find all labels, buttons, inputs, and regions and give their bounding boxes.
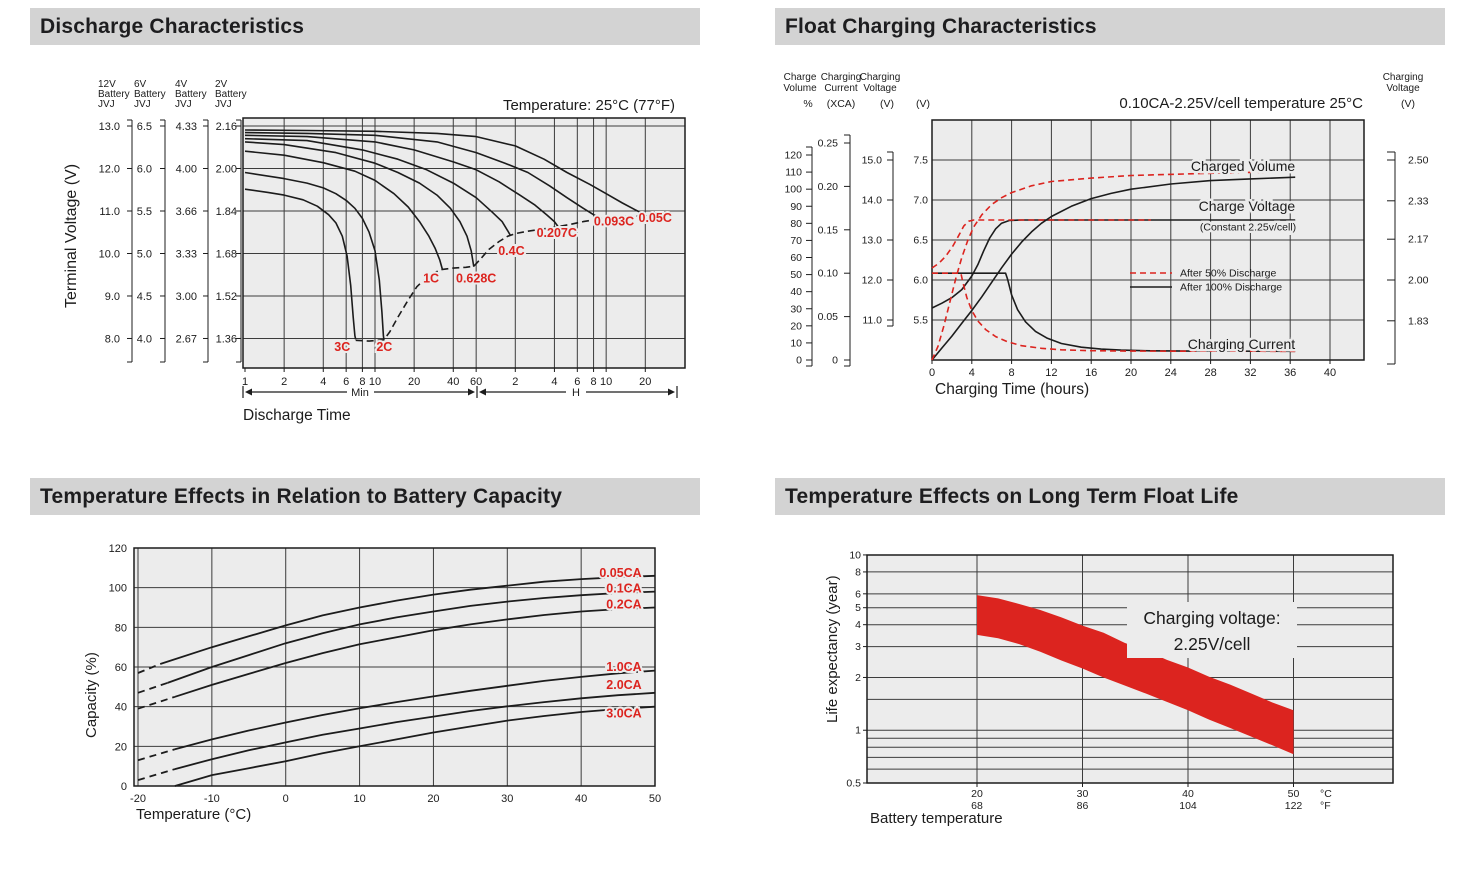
svg-text:°F: °F bbox=[1320, 800, 1331, 812]
svg-text:20: 20 bbox=[114, 741, 127, 754]
svg-text:104: 104 bbox=[1179, 800, 1197, 812]
svg-text:0.25: 0.25 bbox=[817, 137, 838, 150]
svg-text:100: 100 bbox=[784, 183, 802, 196]
svg-text:3C: 3C bbox=[334, 339, 351, 354]
svg-text:6V: 6V bbox=[134, 79, 147, 90]
svg-text:4V: 4V bbox=[175, 79, 188, 90]
svg-text:1.84: 1.84 bbox=[215, 205, 237, 218]
svg-text:0.05: 0.05 bbox=[817, 311, 838, 324]
section-title: Temperature Effects in Relation to Battery Capacity bbox=[40, 484, 563, 508]
svg-text:30: 30 bbox=[1076, 788, 1089, 800]
svg-text:(V): (V) bbox=[880, 98, 894, 110]
svg-text:12.0: 12.0 bbox=[861, 274, 882, 287]
svg-text:1: 1 bbox=[855, 724, 861, 737]
svg-text:3.33: 3.33 bbox=[175, 248, 197, 261]
svg-text:14.0: 14.0 bbox=[861, 194, 882, 207]
svg-text:10: 10 bbox=[353, 793, 366, 805]
svg-text:12.0: 12.0 bbox=[98, 163, 120, 176]
svg-text:Charging: Charging bbox=[1382, 72, 1424, 83]
svg-text:0.2CA: 0.2CA bbox=[606, 597, 642, 612]
svg-text:1.0CA: 1.0CA bbox=[606, 660, 642, 675]
svg-text:0: 0 bbox=[928, 367, 936, 379]
svg-text:4.00: 4.00 bbox=[175, 163, 197, 176]
float-charging-chart bbox=[775, 8, 1445, 445]
svg-text:32: 32 bbox=[1244, 367, 1257, 379]
svg-text:50: 50 bbox=[648, 793, 662, 805]
section-title: Temperature Effects on Long Term Float Life bbox=[785, 484, 1239, 508]
svg-text:40: 40 bbox=[114, 701, 127, 714]
section-discharge-characteristics bbox=[30, 8, 700, 445]
svg-text:Battery temperature: Battery temperature bbox=[870, 810, 1003, 827]
svg-text:0: 0 bbox=[120, 781, 127, 793]
svg-text:Voltage: Voltage bbox=[1386, 83, 1420, 94]
svg-text:20: 20 bbox=[427, 793, 440, 805]
svg-text:6.5: 6.5 bbox=[136, 121, 152, 133]
svg-text:0.10: 0.10 bbox=[817, 267, 838, 280]
svg-text:H: H bbox=[572, 387, 580, 399]
svg-text:3.66: 3.66 bbox=[175, 205, 197, 218]
svg-text:122: 122 bbox=[1284, 800, 1303, 812]
svg-text:8: 8 bbox=[1008, 367, 1015, 379]
svg-text:30: 30 bbox=[790, 303, 802, 316]
svg-text:0.5: 0.5 bbox=[846, 777, 861, 790]
svg-text:1.68: 1.68 bbox=[215, 248, 237, 261]
svg-text:0.628C: 0.628C bbox=[456, 271, 497, 286]
svg-text:(Constant 2.25v/cell): (Constant 2.25v/cell) bbox=[1199, 221, 1297, 234]
svg-text:2.67: 2.67 bbox=[175, 333, 197, 346]
svg-text:Battery: Battery bbox=[175, 89, 207, 100]
svg-text:8: 8 bbox=[359, 376, 366, 388]
svg-text:10: 10 bbox=[790, 337, 802, 350]
svg-text:1.83: 1.83 bbox=[1408, 315, 1429, 328]
svg-text:Battery: Battery bbox=[98, 89, 130, 100]
svg-text:50: 50 bbox=[1287, 788, 1300, 800]
svg-text:20: 20 bbox=[971, 788, 983, 800]
svg-text:28: 28 bbox=[1204, 367, 1217, 379]
svg-text:0.093C: 0.093C bbox=[593, 214, 635, 229]
svg-text:Life expectancy (year): Life expectancy (year) bbox=[824, 575, 841, 723]
svg-text:0: 0 bbox=[282, 793, 289, 805]
svg-text:2.33: 2.33 bbox=[1408, 195, 1429, 208]
svg-text:4.33: 4.33 bbox=[175, 121, 197, 133]
svg-text:5.0: 5.0 bbox=[136, 248, 152, 261]
section-title: Discharge Characteristics bbox=[40, 14, 305, 38]
svg-text:1C: 1C bbox=[423, 271, 440, 286]
svg-text:40: 40 bbox=[1323, 367, 1337, 379]
svg-text:Temperature (°C): Temperature (°C) bbox=[136, 806, 252, 823]
svg-text:°C: °C bbox=[1320, 788, 1332, 800]
svg-text:0: 0 bbox=[796, 354, 802, 367]
svg-text:Battery: Battery bbox=[134, 89, 166, 100]
svg-text:1: 1 bbox=[241, 376, 249, 388]
svg-text:2.50: 2.50 bbox=[1408, 154, 1429, 167]
svg-text:3.0CA: 3.0CA bbox=[606, 706, 642, 721]
svg-text:4.5: 4.5 bbox=[136, 290, 152, 303]
svg-text:20: 20 bbox=[639, 376, 652, 388]
svg-text:86: 86 bbox=[1076, 800, 1089, 812]
svg-text:40: 40 bbox=[790, 286, 802, 299]
svg-text:2: 2 bbox=[281, 376, 288, 388]
svg-text:Min: Min bbox=[351, 387, 369, 399]
svg-text:After 100% Discharge: After 100% Discharge bbox=[1180, 281, 1283, 294]
svg-text:90: 90 bbox=[790, 200, 802, 213]
svg-text:Volume: Volume bbox=[783, 83, 817, 94]
svg-text:24: 24 bbox=[1164, 367, 1177, 379]
svg-text:2C: 2C bbox=[376, 339, 393, 354]
svg-text:36: 36 bbox=[1284, 367, 1297, 379]
svg-text:4: 4 bbox=[855, 619, 861, 632]
svg-text:Charge: Charge bbox=[783, 72, 817, 83]
svg-text:0.05CA: 0.05CA bbox=[599, 565, 642, 580]
svg-text:80: 80 bbox=[790, 217, 802, 230]
svg-text:0: 0 bbox=[832, 354, 838, 367]
svg-text:20: 20 bbox=[1124, 367, 1138, 379]
svg-text:Charged Volume: Charged Volume bbox=[1190, 157, 1296, 174]
section-float-life bbox=[775, 478, 1445, 875]
svg-text:120: 120 bbox=[108, 543, 127, 556]
svg-text:0.20: 0.20 bbox=[817, 180, 838, 193]
svg-text:110: 110 bbox=[785, 166, 802, 179]
svg-text:7.5: 7.5 bbox=[913, 154, 928, 167]
svg-text:12: 12 bbox=[1045, 367, 1058, 379]
svg-text:2: 2 bbox=[855, 671, 861, 684]
svg-text:2: 2 bbox=[512, 376, 519, 388]
svg-text:4: 4 bbox=[551, 376, 558, 388]
svg-text:Charging Current: Charging Current bbox=[1187, 335, 1296, 352]
svg-text:0.10CA-2.25V/cell temperature: 0.10CA-2.25V/cell temperature 25°C bbox=[1119, 95, 1363, 112]
svg-text:Temperature: 25°C (77°F): Temperature: 25°C (77°F) bbox=[502, 97, 675, 114]
svg-text:4.0: 4.0 bbox=[136, 333, 152, 346]
svg-text:JVJ: JVJ bbox=[134, 99, 151, 110]
svg-text:120: 120 bbox=[784, 149, 802, 162]
svg-text:JVJ: JVJ bbox=[215, 99, 232, 110]
svg-text:8.0: 8.0 bbox=[104, 333, 120, 346]
svg-text:Terminal Voltage (V): Terminal Voltage (V) bbox=[63, 163, 80, 308]
svg-text:4: 4 bbox=[320, 376, 327, 388]
svg-text:(V): (V) bbox=[1401, 98, 1415, 110]
svg-text:13.0: 13.0 bbox=[98, 121, 120, 133]
svg-text:After 50% Discharge: After 50% Discharge bbox=[1180, 267, 1277, 280]
svg-text:2.0CA: 2.0CA bbox=[606, 677, 642, 692]
svg-text:20: 20 bbox=[790, 320, 802, 333]
svg-text:Voltage: Voltage bbox=[863, 83, 897, 94]
svg-text:3.00: 3.00 bbox=[175, 290, 197, 303]
svg-text:11.0: 11.0 bbox=[99, 205, 120, 218]
svg-text:30: 30 bbox=[501, 793, 514, 805]
svg-text:4: 4 bbox=[968, 367, 975, 379]
svg-text:40: 40 bbox=[575, 793, 588, 805]
svg-text:6: 6 bbox=[574, 376, 581, 388]
svg-text:(XCA): (XCA) bbox=[826, 98, 856, 110]
svg-text:0.15: 0.15 bbox=[817, 224, 838, 237]
svg-text:8: 8 bbox=[590, 376, 597, 388]
svg-text:Battery: Battery bbox=[215, 89, 247, 100]
svg-text:Charging: Charging bbox=[859, 72, 901, 83]
svg-text:2V: 2V bbox=[215, 79, 228, 90]
svg-text:10: 10 bbox=[849, 549, 861, 562]
svg-text:5.5: 5.5 bbox=[913, 314, 928, 327]
svg-text:40: 40 bbox=[1182, 788, 1194, 800]
svg-text:70: 70 bbox=[790, 234, 802, 247]
svg-text:100: 100 bbox=[108, 582, 127, 595]
svg-text:6: 6 bbox=[855, 588, 861, 601]
svg-text:0.1CA: 0.1CA bbox=[606, 581, 642, 596]
svg-text:80: 80 bbox=[114, 622, 127, 635]
svg-text:11.0: 11.0 bbox=[862, 314, 882, 327]
svg-text:5.5: 5.5 bbox=[136, 205, 152, 218]
svg-text:2.17: 2.17 bbox=[1408, 233, 1429, 246]
svg-text:2.16: 2.16 bbox=[215, 121, 237, 133]
svg-text:13.0: 13.0 bbox=[861, 234, 882, 247]
svg-text:3: 3 bbox=[855, 641, 861, 654]
svg-text:JVJ: JVJ bbox=[98, 99, 115, 110]
svg-text:Discharge Time: Discharge Time bbox=[243, 407, 351, 424]
svg-text:Charging: Charging bbox=[820, 72, 862, 83]
svg-text:Current: Current bbox=[824, 83, 858, 94]
svg-text:0.4C: 0.4C bbox=[498, 243, 525, 258]
svg-text:(V): (V) bbox=[916, 98, 930, 110]
svg-text:0.05C: 0.05C bbox=[638, 210, 672, 225]
svg-text:10: 10 bbox=[368, 376, 382, 388]
svg-text:68: 68 bbox=[971, 800, 983, 812]
svg-text:15.0: 15.0 bbox=[861, 154, 882, 167]
svg-text:6: 6 bbox=[343, 376, 350, 388]
svg-text:60: 60 bbox=[114, 662, 127, 675]
float-life-chart bbox=[775, 478, 1445, 875]
svg-text:9.0: 9.0 bbox=[104, 290, 120, 303]
svg-text:JVJ: JVJ bbox=[175, 99, 192, 110]
svg-text:10.0: 10.0 bbox=[98, 248, 120, 261]
svg-text:50: 50 bbox=[790, 269, 802, 282]
svg-text:6.5: 6.5 bbox=[913, 234, 928, 247]
svg-text:%: % bbox=[803, 98, 813, 110]
svg-text:0.207C: 0.207C bbox=[536, 226, 577, 241]
svg-text:12V: 12V bbox=[98, 79, 116, 90]
svg-text:8: 8 bbox=[855, 566, 861, 579]
svg-text:60: 60 bbox=[470, 376, 483, 388]
svg-text:-10: -10 bbox=[203, 793, 220, 805]
svg-text:5: 5 bbox=[855, 602, 861, 615]
section-title: Float Charging Characteristics bbox=[785, 14, 1097, 38]
svg-text:7.0: 7.0 bbox=[913, 194, 928, 207]
svg-text:60: 60 bbox=[790, 252, 802, 265]
svg-text:Charge Voltage: Charge Voltage bbox=[1198, 198, 1296, 215]
svg-text:1.52: 1.52 bbox=[215, 290, 237, 303]
svg-text:Charging voltage:: Charging voltage: bbox=[1143, 608, 1281, 628]
svg-text:2.00: 2.00 bbox=[215, 163, 237, 176]
svg-text:40: 40 bbox=[447, 376, 460, 388]
svg-text:2.25V/cell: 2.25V/cell bbox=[1173, 634, 1251, 654]
section-float-charging-characteristics bbox=[775, 8, 1445, 445]
svg-text:2.00: 2.00 bbox=[1408, 274, 1429, 287]
svg-text:10: 10 bbox=[600, 376, 613, 388]
svg-text:Capacity (%): Capacity (%) bbox=[83, 652, 100, 738]
temperature-capacity-chart bbox=[30, 478, 700, 875]
svg-text:6.0: 6.0 bbox=[136, 163, 152, 176]
discharge-characteristics-chart bbox=[30, 8, 700, 445]
svg-text:20: 20 bbox=[408, 376, 421, 388]
section-temperature-capacity bbox=[30, 478, 700, 875]
svg-text:-20: -20 bbox=[130, 793, 146, 805]
svg-text:16: 16 bbox=[1085, 367, 1098, 379]
svg-text:Charging Time (hours): Charging Time (hours) bbox=[935, 381, 1090, 398]
svg-text:1.36: 1.36 bbox=[215, 333, 237, 346]
svg-text:6.0: 6.0 bbox=[913, 274, 928, 287]
